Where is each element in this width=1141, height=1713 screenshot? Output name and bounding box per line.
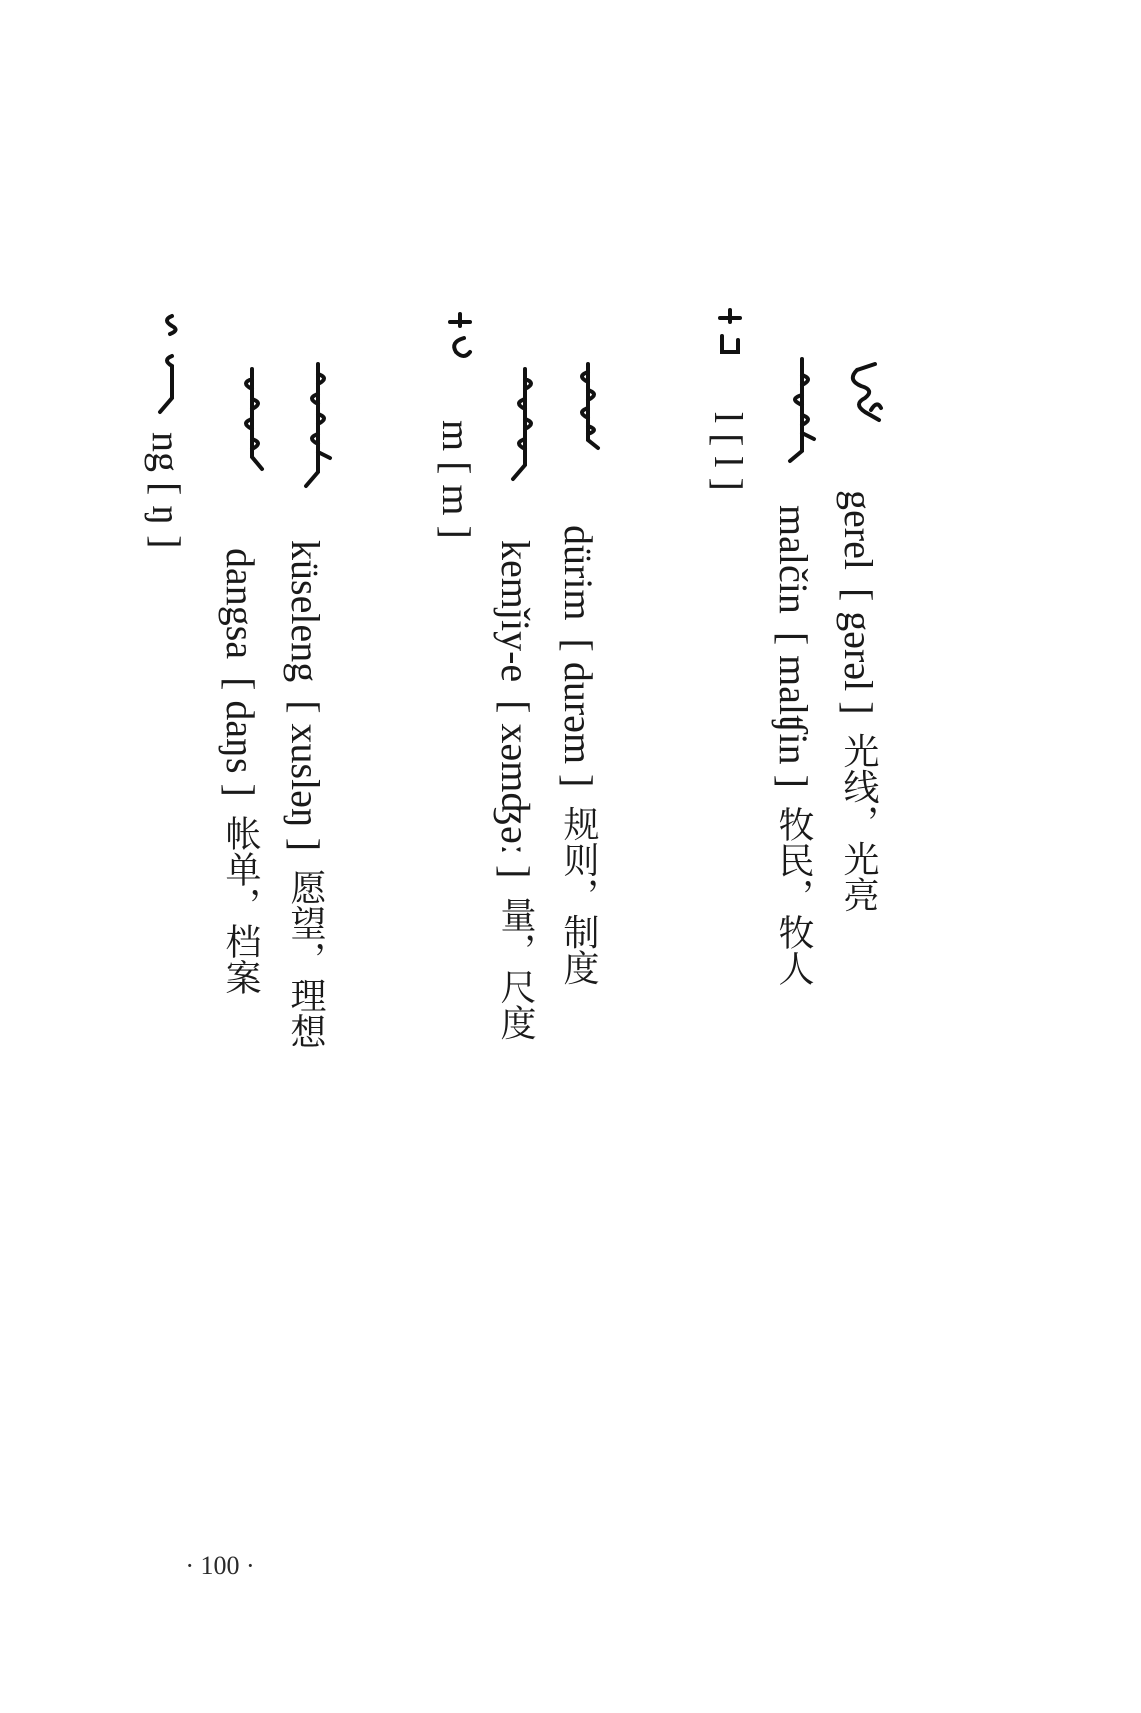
entry-gloss: 量，尺度: [495, 896, 536, 1041]
mongolian-letter-m-forms: [442, 312, 478, 372]
mongolian-letter-ng-forms: [150, 312, 190, 422]
entry-gloss: 光线，光亮: [838, 732, 879, 913]
entry-ipa: [ durəm ]: [556, 638, 601, 788]
entry-romanization: kemǰiy-e: [493, 540, 538, 683]
mongolian-script-durim: [568, 360, 608, 450]
section-letter-label: m [ m ]: [434, 420, 479, 539]
entry-gloss: 愿望，理想: [285, 869, 326, 1050]
entry-ipa: [ daŋs ]: [218, 677, 263, 797]
entry-dangsa: [218, 548, 263, 995]
entry-gloss: 牧民，牧人: [773, 806, 814, 986]
entry-kuseleng: [283, 540, 328, 1050]
mongolian-script-kemjiye: [505, 365, 545, 485]
entry-gloss: 规则，制度: [558, 805, 599, 986]
page-number: · 100 ·: [185, 1551, 255, 1580]
entry-malcin: [771, 505, 816, 986]
entry-romanization: dürim: [556, 525, 601, 621]
mongolian-script-kuseleng: [298, 360, 338, 490]
mongolian-script-gerel: [845, 360, 885, 430]
mongolian-script-malcin: [780, 355, 820, 465]
entry-durim: [556, 525, 601, 986]
mongolian-letter-l-forms: [712, 308, 748, 368]
section-letter-l: [706, 412, 751, 491]
entry-romanization: gerel: [836, 490, 881, 570]
section-letter-label: ng [ ŋ ]: [144, 432, 189, 549]
section-letter-m: [434, 420, 479, 539]
entry-romanization: dangsa: [218, 548, 263, 660]
entry-romanization: malčin: [771, 505, 816, 614]
entry-kemjiye: [493, 540, 538, 1041]
entry-ipa: [ xəmʤəː ]: [493, 700, 538, 879]
entry-gerel: [836, 490, 881, 913]
section-letter-ng: [144, 432, 189, 549]
entry-ipa: [ gərəl ]: [836, 587, 881, 715]
entry-gloss: 帐单，档案: [220, 814, 261, 995]
entry-ipa: [ malʧin ]: [771, 631, 816, 788]
mongolian-script-dangsa: [232, 365, 272, 475]
section-letter-label: l [ l ]: [706, 412, 751, 491]
entry-ipa: [ xusləŋ ]: [283, 700, 328, 852]
entry-romanization: küseleng: [283, 540, 328, 683]
